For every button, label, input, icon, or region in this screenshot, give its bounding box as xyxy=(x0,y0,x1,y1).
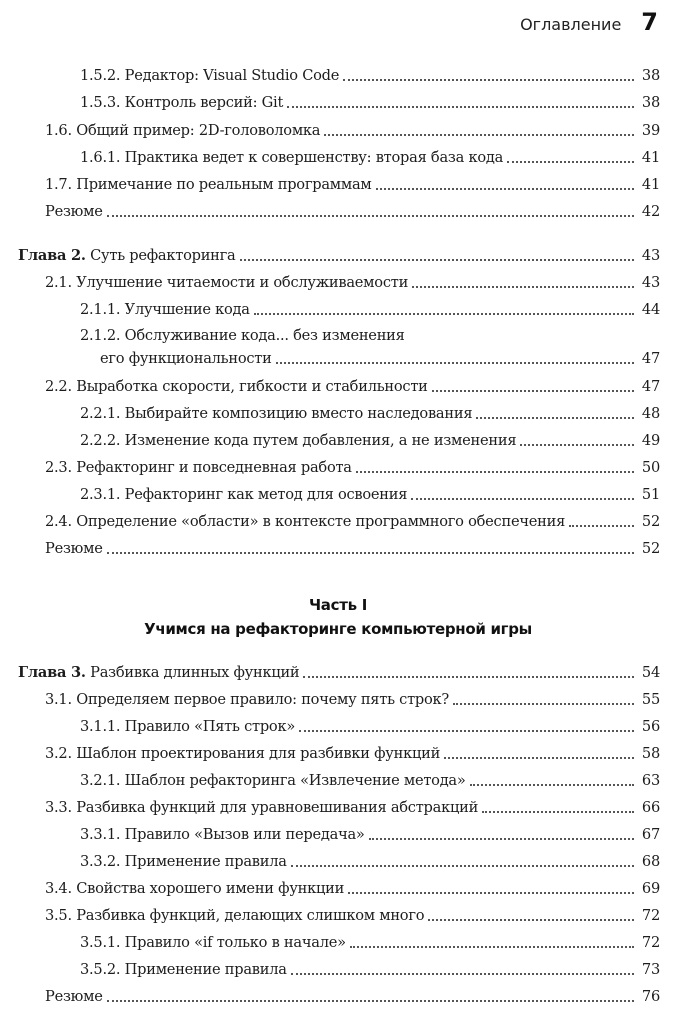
toc-entry-2-1-2[interactable] xyxy=(100,347,660,369)
toc-entry-title: 2.3.1. Рефакторинг как метод для освоения xyxy=(80,485,411,505)
toc-entry-page: 39 xyxy=(641,122,660,139)
toc-entry-page: 58 xyxy=(641,745,660,762)
toc-entry-title: 3.5.2. Применение правила xyxy=(80,960,291,980)
toc-entry-page: 47 xyxy=(641,378,660,395)
toc-entry-1-5-3[interactable] xyxy=(80,91,660,113)
dot-leader xyxy=(324,134,634,136)
toc-entry-page: 67 xyxy=(641,826,660,843)
toc-entry-page: 73 xyxy=(641,961,660,978)
toc-chapter-3[interactable] xyxy=(18,661,660,683)
toc-entry-2-1-1[interactable] xyxy=(80,298,660,320)
toc-entry-title: 1.5.2. Редактор: Visual Studio Code xyxy=(80,66,343,86)
dot-leader xyxy=(303,676,634,678)
dot-leader xyxy=(476,417,634,419)
toc-entry-3-3-1[interactable] xyxy=(80,823,660,845)
toc-entry-page: 41 xyxy=(641,176,660,193)
toc-entry-2-2[interactable] xyxy=(45,375,660,397)
toc-entry-page: 72 xyxy=(641,934,660,951)
toc-entry-title: 1.7. Примечание по реальным программам xyxy=(45,175,376,195)
page-number: 7 xyxy=(641,8,658,36)
dot-leader xyxy=(299,730,634,732)
toc-entry-page: 41 xyxy=(641,149,660,166)
toc-entry-2-1-2-line1[interactable]: 2.1.2. Обслуживание кода... без изменения xyxy=(80,327,405,344)
part-label: Часть I xyxy=(308,596,368,614)
toc-entry-title: 2.1.1. Улучшение кода xyxy=(80,300,254,320)
dot-leader xyxy=(107,1000,634,1002)
dot-leader xyxy=(107,215,634,217)
toc-entry-title: 3.4. Свойства хорошего имени функции xyxy=(45,879,348,899)
toc-entry-3-3-2[interactable] xyxy=(80,850,660,872)
toc-entry-2-2-1[interactable] xyxy=(80,402,660,424)
running-header xyxy=(520,8,658,36)
dot-leader xyxy=(350,946,634,948)
toc-entry-page: 72 xyxy=(641,907,660,924)
toc-entry-page: 69 xyxy=(641,880,660,897)
toc-entry-title: 1.6. Общий пример: 2D-головоломка xyxy=(45,121,324,141)
toc-entry-title: Резюме xyxy=(45,202,107,222)
dot-leader xyxy=(411,498,634,500)
toc-entry-title: 3.3.1. Правило «Вызов или передача» xyxy=(80,825,369,845)
dot-leader xyxy=(254,313,634,315)
toc-entry-page: 38 xyxy=(641,67,660,84)
toc-entry-page: 48 xyxy=(641,405,660,422)
dot-leader xyxy=(520,444,634,446)
toc-entry-3-4[interactable] xyxy=(45,877,660,899)
toc-entry-title: 2.1. Улучшение читаемости и обслуживаемости xyxy=(45,273,412,293)
toc-entry-page: 68 xyxy=(641,853,660,870)
dot-leader xyxy=(428,919,634,921)
toc-entry-page: 43 xyxy=(641,247,660,264)
toc-entry-page: 43 xyxy=(641,274,660,291)
dot-leader xyxy=(356,471,634,473)
toc-entry-page: 52 xyxy=(641,513,660,530)
toc-chapter-2[interactable] xyxy=(18,244,660,266)
toc-entry-3-2-1[interactable] xyxy=(80,769,660,791)
dot-leader xyxy=(107,552,634,554)
toc-entry-3-5[interactable] xyxy=(45,904,660,926)
toc-entry-3-5-1[interactable] xyxy=(80,931,660,953)
dot-leader xyxy=(507,161,634,163)
toc-entry-title: 1.6.1. Практика ведет к совершенству: вторая база кода xyxy=(80,148,507,168)
toc-entry-page: 52 xyxy=(641,540,660,557)
toc-entry-2-2-2[interactable] xyxy=(80,429,660,451)
toc-entry-summary-1[interactable] xyxy=(45,200,660,222)
toc-entry-page: 51 xyxy=(641,486,660,503)
dot-leader xyxy=(482,811,634,813)
toc-entry-2-4[interactable] xyxy=(45,510,660,532)
dot-leader xyxy=(287,106,634,108)
toc-entry-page: 47 xyxy=(641,350,660,367)
toc-entry-page: 54 xyxy=(641,664,660,681)
dot-leader xyxy=(369,838,634,840)
toc-entry-2-3-1[interactable] xyxy=(80,483,660,505)
dot-leader xyxy=(453,703,634,705)
toc-entry-title: 2.2.1. Выбирайте композицию вместо наследования xyxy=(80,404,476,424)
toc-entry-3-1-1[interactable] xyxy=(80,715,660,737)
toc-entry-title: 3.1.1. Правило «Пять строк» xyxy=(80,717,299,737)
toc-entry-page: 42 xyxy=(641,203,660,220)
toc-entry-title: Резюме xyxy=(45,987,107,1007)
dot-leader xyxy=(240,259,634,261)
toc-entry-page: 55 xyxy=(641,691,660,708)
part-title: Учимся на рефакторинге компьютерной игры xyxy=(144,620,532,638)
toc-entry-page: 63 xyxy=(641,772,660,789)
toc-entry-3-1[interactable] xyxy=(45,688,660,710)
section-title: Оглавление xyxy=(520,15,622,34)
toc-entry-page: 66 xyxy=(641,799,660,816)
dot-leader xyxy=(291,973,634,975)
toc-entry-title: 3.1. Определяем первое правило: почему пять строк? xyxy=(45,690,453,710)
toc-entry-2-1[interactable] xyxy=(45,271,660,293)
toc-entry-title: 3.3. Разбивка функций для уравновешивания абстракций xyxy=(45,798,482,818)
chapter-label: Глава 2. xyxy=(18,247,86,264)
dot-leader xyxy=(470,784,634,786)
toc-entry-title: 1.5.3. Контроль версий: Git xyxy=(80,93,287,113)
dot-leader xyxy=(276,362,634,364)
dot-leader xyxy=(348,892,634,894)
toc-entry-3-5-2[interactable] xyxy=(80,958,660,980)
dot-leader xyxy=(343,79,634,81)
toc-entry-1-5-2[interactable] xyxy=(80,64,660,86)
dot-leader xyxy=(376,188,634,190)
toc-entry-title: 2.4. Определение «области» в контексте программного обеспечения xyxy=(45,512,569,532)
toc-entry-page: 38 xyxy=(641,94,660,111)
chapter-label: Глава 3. xyxy=(18,664,86,681)
chapter-title: Разбивка длинных функций xyxy=(90,664,300,681)
chapter-title: Суть рефакторинга xyxy=(90,247,236,264)
toc-entry-page: 44 xyxy=(641,301,660,318)
toc-entry-page: 56 xyxy=(641,718,660,735)
toc-entry-title: 3.2.1. Шаблон рефакторинга «Извлечение метода» xyxy=(80,771,470,791)
toc-entry-page: 50 xyxy=(641,459,660,476)
toc-entry-3-2[interactable] xyxy=(45,742,660,764)
toc-entry-title: его функциональности xyxy=(100,349,276,369)
toc-entry-3-3[interactable] xyxy=(45,796,660,818)
dot-leader xyxy=(444,757,634,759)
toc-entry-title: 3.3.2. Применение правила xyxy=(80,852,291,872)
toc-entry-1-6[interactable] xyxy=(45,119,660,141)
toc-entry-title: 3.2. Шаблон проектирования для разбивки функций xyxy=(45,744,444,764)
dot-leader xyxy=(291,865,634,867)
dot-leader xyxy=(412,286,634,288)
toc-entry-title: 2.3. Рефакторинг и повседневная работа xyxy=(45,458,356,478)
toc-entry-title: Резюме xyxy=(45,539,107,559)
toc-entry-1-6-1[interactable] xyxy=(80,146,660,168)
dot-leader xyxy=(569,525,634,527)
toc-entry-1-7[interactable] xyxy=(45,173,660,195)
toc-entry-page: 76 xyxy=(641,988,660,1005)
toc-entry-2-3[interactable] xyxy=(45,456,660,478)
toc-entry-summary-3[interactable] xyxy=(45,985,660,1007)
toc-entry-title: 3.5.1. Правило «if только в начале» xyxy=(80,933,350,953)
toc-entry-title: 2.2.2. Изменение кода путем добавления, а не изменения xyxy=(80,431,520,451)
dot-leader xyxy=(432,390,634,392)
toc-entry-summary-2[interactable] xyxy=(45,537,660,559)
toc-entry-title: 3.5. Разбивка функций, делающих слишком много xyxy=(45,906,428,926)
toc-entry-page: 49 xyxy=(641,432,660,449)
toc-entry-title: 2.2. Выработка скорости, гибкости и стабильности xyxy=(45,377,432,397)
